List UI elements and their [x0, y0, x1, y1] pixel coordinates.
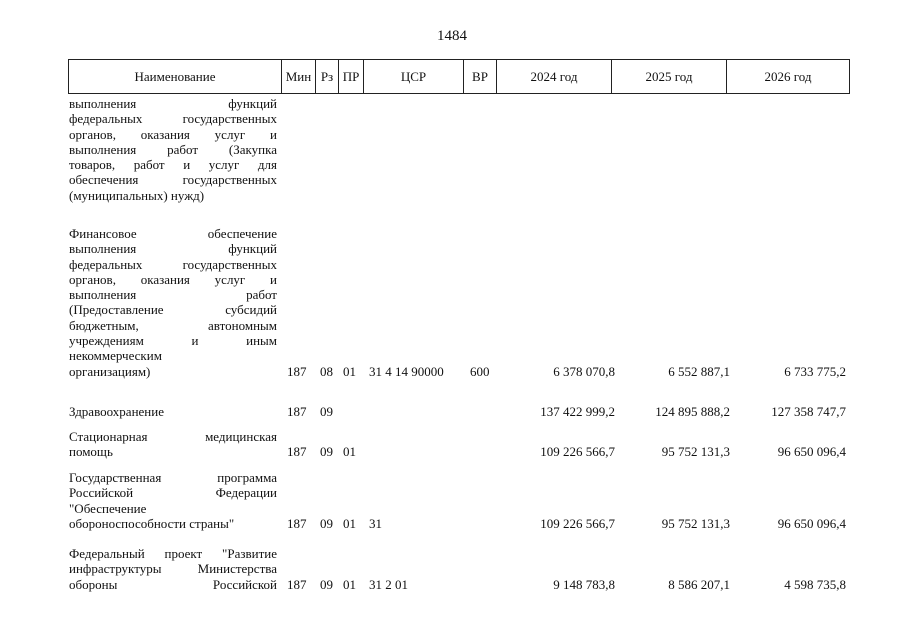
row-2025: 124 895 888,2	[655, 404, 730, 419]
row-2025: 95 752 131,3	[661, 515, 730, 531]
row-name-line: Федеральный проект "Развитие	[69, 546, 277, 561]
row-rz: 09	[320, 444, 333, 460]
row-csr: 31 4 14 90000	[369, 363, 444, 379]
row-rz: 09	[320, 515, 333, 531]
row-name-line: товаров, работ и услуг для	[69, 157, 277, 173]
row-name-line: органов, оказания услуг и	[69, 126, 277, 142]
row-name-line: инфраструктуры Министерства	[69, 561, 277, 577]
row-min: 187	[287, 576, 307, 592]
row-name-line: федеральных государственных	[69, 256, 277, 272]
row-rz: 09	[320, 576, 333, 592]
header-2024: 2024 год	[497, 60, 612, 94]
row-min: 187	[287, 444, 307, 460]
row-name-line: (Предоставление субсидий	[69, 302, 277, 318]
row-name-line: обороноспособности страны"	[69, 515, 235, 531]
row-name-line: организациям)	[69, 363, 151, 379]
row-name	[69, 429, 277, 460]
table-header	[68, 59, 850, 94]
row-pr: 01	[343, 363, 356, 379]
row-vr: 600	[470, 363, 490, 379]
header-vr: ВР	[464, 60, 497, 94]
row-name-line: выполнения функций	[69, 96, 277, 111]
row-2024: 109 226 566,7	[540, 515, 615, 531]
row-name-line: учреждениям и иным	[69, 333, 277, 349]
row-name	[69, 226, 277, 379]
row-2024: 137 422 999,2	[540, 404, 615, 419]
row-2026: 4 598 735,8	[784, 576, 846, 592]
row-2026: 127 358 747,7	[771, 404, 846, 419]
row-pr: 01	[343, 444, 356, 460]
row-name	[69, 404, 277, 419]
row-name-line: органов, оказания услуг и	[69, 271, 277, 287]
row-csr: 31	[369, 515, 382, 531]
page-number: 1484	[437, 28, 467, 44]
row-name-line: обеспечения государственных	[69, 172, 277, 188]
row-min: 187	[287, 404, 307, 419]
row-2026: 6 733 775,2	[784, 363, 846, 379]
row-name-line: обороны Российской	[69, 576, 277, 592]
row-name-line: Государственная программа	[69, 470, 277, 485]
row-name-line: Здравоохранение	[69, 404, 164, 419]
row-2025: 8 586 207,1	[668, 576, 730, 592]
row-name-line: выполнения функций	[69, 241, 277, 257]
row-2026: 96 650 096,4	[777, 515, 846, 531]
row-name	[69, 96, 277, 203]
header-csr: ЦСР	[364, 60, 464, 94]
row-pr: 01	[343, 515, 356, 531]
row-2025: 95 752 131,3	[661, 444, 730, 460]
row-name	[69, 546, 277, 592]
row-2024: 109 226 566,7	[540, 444, 615, 460]
row-2026: 96 650 096,4	[777, 444, 846, 460]
row-name-line: федеральных государственных	[69, 111, 277, 127]
header-2026: 2026 год	[727, 60, 850, 94]
row-2025: 6 552 887,1	[668, 363, 730, 379]
row-2024: 6 378 070,8	[553, 363, 615, 379]
row-name	[69, 470, 277, 531]
header-name: Наименование	[69, 60, 282, 94]
row-name-line: "Обеспечение	[69, 500, 147, 516]
row-name-line: выполнения работ (Закупка	[69, 141, 277, 157]
row-min: 187	[287, 515, 307, 531]
row-pr: 01	[343, 576, 356, 592]
row-name-line: выполнения работ	[69, 287, 277, 303]
header-pr: ПР	[339, 60, 364, 94]
row-name-line: (муниципальных) нужд)	[69, 187, 205, 203]
row-name-line: Стационарная медицинская	[69, 429, 277, 444]
row-2024: 9 148 783,8	[553, 576, 615, 592]
header-rz: Рз	[316, 60, 339, 94]
row-name-line: некоммерческим	[69, 348, 162, 364]
row-name-line: бюджетным, автономным	[69, 317, 277, 333]
header-min: Мин	[282, 60, 316, 94]
row-min: 187	[287, 363, 307, 379]
row-csr: 31 2 01	[369, 576, 408, 592]
row-rz: 09	[320, 404, 333, 419]
row-name-line: Российской Федерации	[69, 485, 277, 501]
header-2025: 2025 год	[612, 60, 727, 94]
row-rz: 08	[320, 363, 333, 379]
row-name-line: помощь	[69, 444, 113, 460]
row-name-line: Финансовое обеспечение	[69, 226, 277, 241]
